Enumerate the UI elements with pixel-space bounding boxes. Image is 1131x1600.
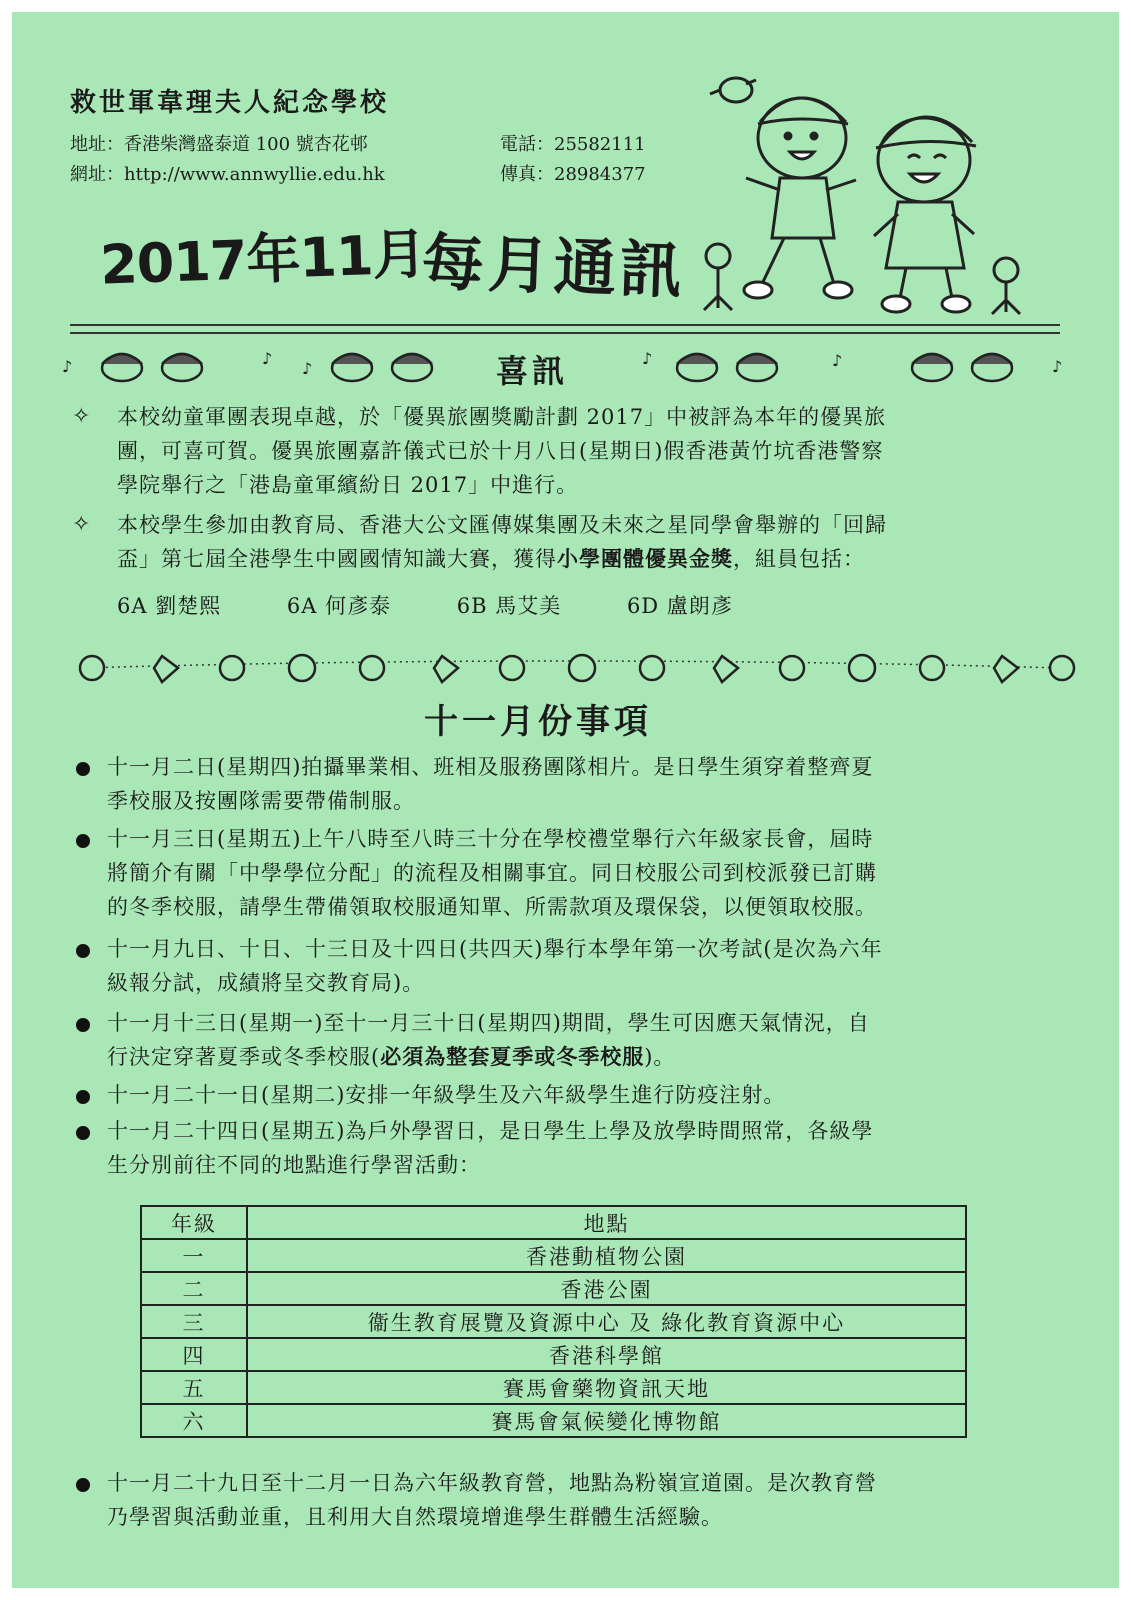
school-phone: 電話：25582111 <box>500 134 646 155</box>
team-members <box>117 590 791 620</box>
outdoor-learning-table <box>140 1205 967 1438</box>
newsletter-page <box>12 12 1119 1588</box>
header-divider <box>70 324 1060 334</box>
school-address: 地址：香港柴灣盛泰道 100 號杏花邨 <box>70 134 368 155</box>
table-row: 六 賽馬會氣候變化博物館 <box>141 1404 966 1437</box>
table-header-row <box>141 1206 966 1239</box>
event-item-7: 十一月二十九日至十二月一日為六年級教育營，地點為粉嶺宣道園。是次教育營 乃學習與活動並重，且利用大自然環境增進學生群體生活經驗。 <box>107 1471 877 1529</box>
table-row: 二 香港公園 <box>141 1272 966 1305</box>
team-member: 6B 馬艾美 <box>456 594 562 618</box>
diamond-bullet-icon: ✧ <box>72 512 91 537</box>
bullet-icon <box>76 1126 90 1140</box>
table-row: 一 香港動植物公園 <box>141 1239 966 1272</box>
svg-text:♪: ♪ <box>642 349 653 368</box>
leaf-decoration-row <box>32 642 1092 692</box>
event-item-3: 十一月九日、十日、十三日及十四日(共四天)舉行本學年第一次考試(是次為六年 級報分試，成績將呈交教育局)。 <box>107 937 883 995</box>
newsletter-date: 2017年11月 <box>99 222 427 297</box>
award-name: 小學團體優異金獎 <box>557 546 733 571</box>
svg-text:♪: ♪ <box>832 351 843 370</box>
table-header: 地點 <box>247 1206 966 1239</box>
table-row: 三 衞生教育展覽及資源中心 及 綠化教育資源中心 <box>141 1305 966 1338</box>
bullet-icon <box>76 1018 90 1032</box>
event-item-6: 十一月二十四日(星期五)為戶外學習日，是日學生上學及放學時間照常，各級學 生分別前往不同的地點進行學習活動： <box>107 1119 874 1177</box>
good-news-item-1: 本校幼童軍團表現卓越，於「優異旅團獎勵計劃 2017」中被評為本年的優異旅 團，可喜可賀。優異旅團嘉許儀式已於十月八日(星期日)假香港黃竹坑香港警察 學院舉行之「港島童軍繽紛日 2017」中進行。 <box>117 405 887 497</box>
team-member: 6D 盧朗彥 <box>626 594 733 618</box>
table-header: 年級 <box>141 1206 247 1239</box>
svg-text:♪: ♪ <box>262 349 273 368</box>
event-item-1: 十一月二日(星期四)拍攝畢業相、班相及服務團隊相片。是日學生須穿着整齊夏 季校服及按團隊需要帶備制服。 <box>107 755 874 813</box>
event-item-4: 十一月十三日(星期一)至十一月三十日(星期四)期間，學生可因應天氣情況，自 行決定穿著夏季或冬季校服(必須為整套夏季或冬季校服)。 <box>107 1011 870 1069</box>
bullet-icon <box>76 762 90 776</box>
good-news-heading: 喜訊 <box>490 346 574 392</box>
school-name: 救世軍韋理夫人紀念學校 <box>70 88 390 118</box>
bullet-icon <box>76 834 90 848</box>
svg-text:♪: ♪ <box>62 357 73 376</box>
school-fax: 傳真：28984377 <box>500 164 646 185</box>
school-website: 網址：http://www.annwyllie.edu.hk <box>70 164 385 185</box>
bullet-icon <box>76 944 90 958</box>
team-member: 6A 劉楚熙 <box>117 594 222 618</box>
bullet-icon <box>76 1090 90 1104</box>
november-events-heading: 十一月份事項 <box>418 694 658 743</box>
diamond-bullet-icon: ✧ <box>72 404 91 429</box>
svg-text:♪: ♪ <box>1052 357 1063 376</box>
table-row: 四 香港科學館 <box>141 1338 966 1371</box>
event-item-2: 十一月三日(星期五)上午八時至八時三十分在學校禮堂舉行六年級家長會，屆時 將簡介有關「中學學位分配」的流程及相關事宜。同日校服公司到校派發已訂購 的冬季校服，請學生帶備領取校服通知單、所需款項及環保袋，以便領取校服。 <box>107 827 877 919</box>
table-row: 五 賽馬會藥物資訊天地 <box>141 1371 966 1404</box>
children-illustration <box>684 60 1074 322</box>
good-news-item-2: 本校學生參加由教育局、香港大公文匯傳媒集團及未來之星同學會舉辦的「回歸 盃」第七屆全港學生中國國情知識大賽，獲得小學團體優異金獎，組員包括： <box>117 513 887 571</box>
bullet-icon <box>76 1478 90 1492</box>
svg-text:♪: ♪ <box>302 359 313 378</box>
event-item-5: 十一月二十一日(星期二)安排一年級學生及六年級學生進行防疫注射。 <box>107 1083 786 1107</box>
uniform-rule: 必須為整套夏季或冬季校服 <box>380 1044 645 1069</box>
newsletter-title: 每月通訊 <box>420 225 688 308</box>
team-member: 6A 何彥泰 <box>286 594 392 618</box>
